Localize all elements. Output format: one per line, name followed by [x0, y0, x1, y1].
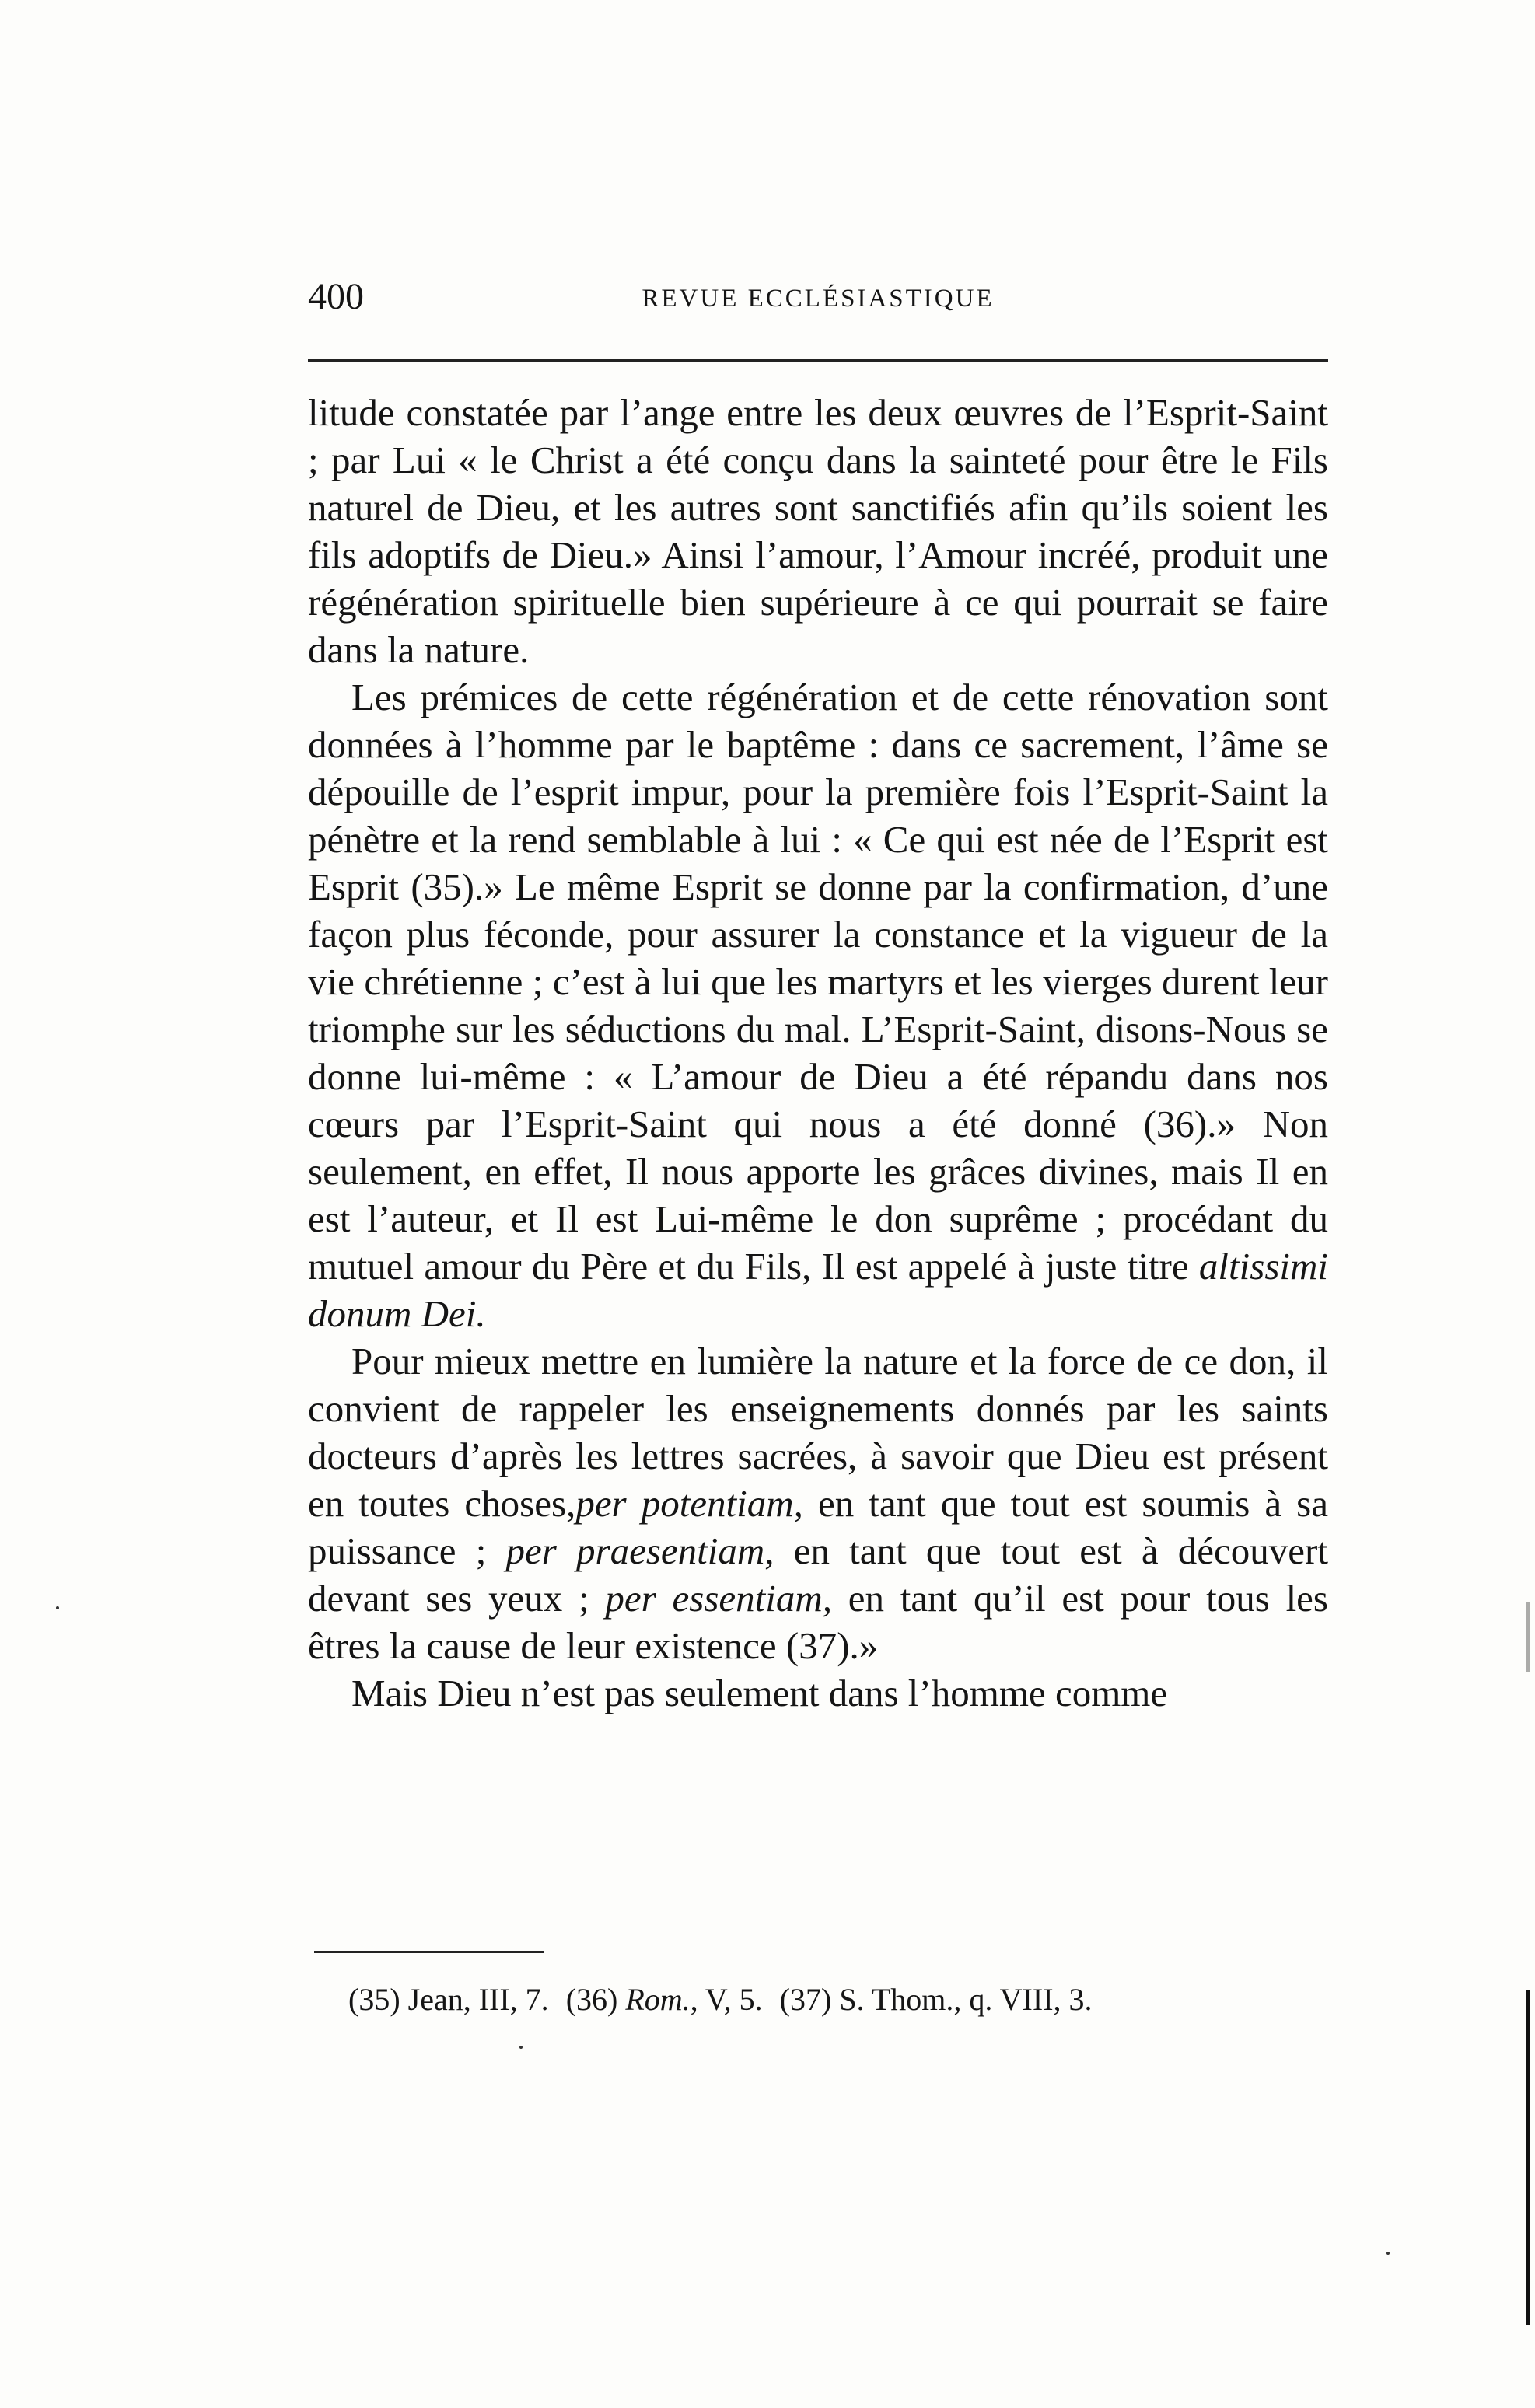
paragraph-3-italic-2: per praesentiam,	[505, 1529, 774, 1572]
paragraph-3-text-b: en tant que tout est soumis à sa puissance ;	[308, 1482, 1328, 1572]
paragraph-2-italic: altissimi donum Dei.	[308, 1245, 1329, 1335]
margin-scan-mark-bottom	[1526, 1990, 1530, 2325]
paragraph-3	[308, 1337, 1328, 1669]
running-head: REVUE ECCLÉSIASTIQUE	[642, 285, 995, 313]
footnote-37: (37) S. Thom., q. VIII, 3.	[779, 1982, 1093, 2017]
footnote-35: (35) Jean, III, 7.	[348, 1982, 549, 2017]
paragraph-3-italic-3: per essentiam,	[605, 1577, 833, 1620]
body-text	[308, 389, 1328, 1717]
scan-speck	[519, 2046, 523, 2049]
footnote-36-text: , V, 5.	[690, 1982, 763, 2017]
scan-speck	[1386, 2252, 1390, 2255]
paragraph-4	[308, 1669, 1328, 1717]
paragraph-3-text-c: en tant que tout est à découvert devant ses yeux ;	[308, 1529, 1328, 1620]
paragraph-3-italic-1: per potentiam,	[575, 1482, 803, 1525]
paragraph-1-text: litude constatée par l’ange entre les deux œuvres de l’Esprit-Saint ; par Lui « le Christ a été conçu dans la sainteté pour être le Fils naturel de Dieu, et les autres sont sanctifiés afin qu’ils soient les fils adoptifs de Dieu.» Ainsi l’amour, l’Amour incréé, produit une régénération spirituelle bien supérieure à ce qui pourrait se faire dans la nature.	[308, 391, 1328, 671]
header-rule	[308, 359, 1328, 362]
page-number: 400	[308, 276, 364, 317]
paragraph-1	[308, 389, 1328, 673]
paragraph-3-text-d: en tant qu’il est pour tous les êtres la cause de leur existence (37).»	[308, 1577, 1328, 1667]
footnote-36-number: (36)	[565, 1982, 618, 2017]
paragraph-2-text: Les prémices de cette régénération et de cette rénovation sont données à l’homme par le baptême : dans ce sacrement, l’âme se dépouille de l’esprit impur, pour la première fois l’Esprit-Saint la pénètre et la rend semblable à lui : « Ce qui est née de l’Esprit est Esprit (35).» Le même Esprit se donne par la confirmation, d’une façon plus féconde, pour assurer la constance et la vigueur de la vie chrétienne ; c’est à lui que les martyrs et les vierges durent leur triomphe sur les séductions du mal. L’Esprit-Saint, disons-Nous se donne lui-même : « L’amour de Dieu a été répandu dans nos cœurs par l’Esprit-Saint qui nous a été donné (36).» Non seulement, en effet, Il nous apporte les grâces divines, mais Il en est l’auteur, et Il est Lui-même le don suprême ; procédant du mutuel amour du Père et du Fils, Il est appelé à juste titre	[308, 676, 1328, 1288]
footnote-36-italic: Rom.	[625, 1982, 691, 2017]
footnote-rule	[314, 1951, 544, 1953]
paragraph-2	[308, 673, 1328, 1337]
paragraph-3-text-a: Pour mieux mettre en lumière la nature et la force de ce don, il convient de rappeler les enseignements donnés par les saints docteurs d’après les lettres sacrées, à savoir que Dieu est présent en toutes choses,	[308, 1340, 1328, 1525]
footnotes	[348, 1981, 1336, 2018]
scan-speck	[56, 1606, 59, 1609]
page-header	[308, 274, 1328, 328]
paragraph-4-text: Mais Dieu n’est pas seulement dans l’homme comme	[351, 1672, 1168, 1714]
margin-scan-mark-top	[1526, 1602, 1530, 1672]
